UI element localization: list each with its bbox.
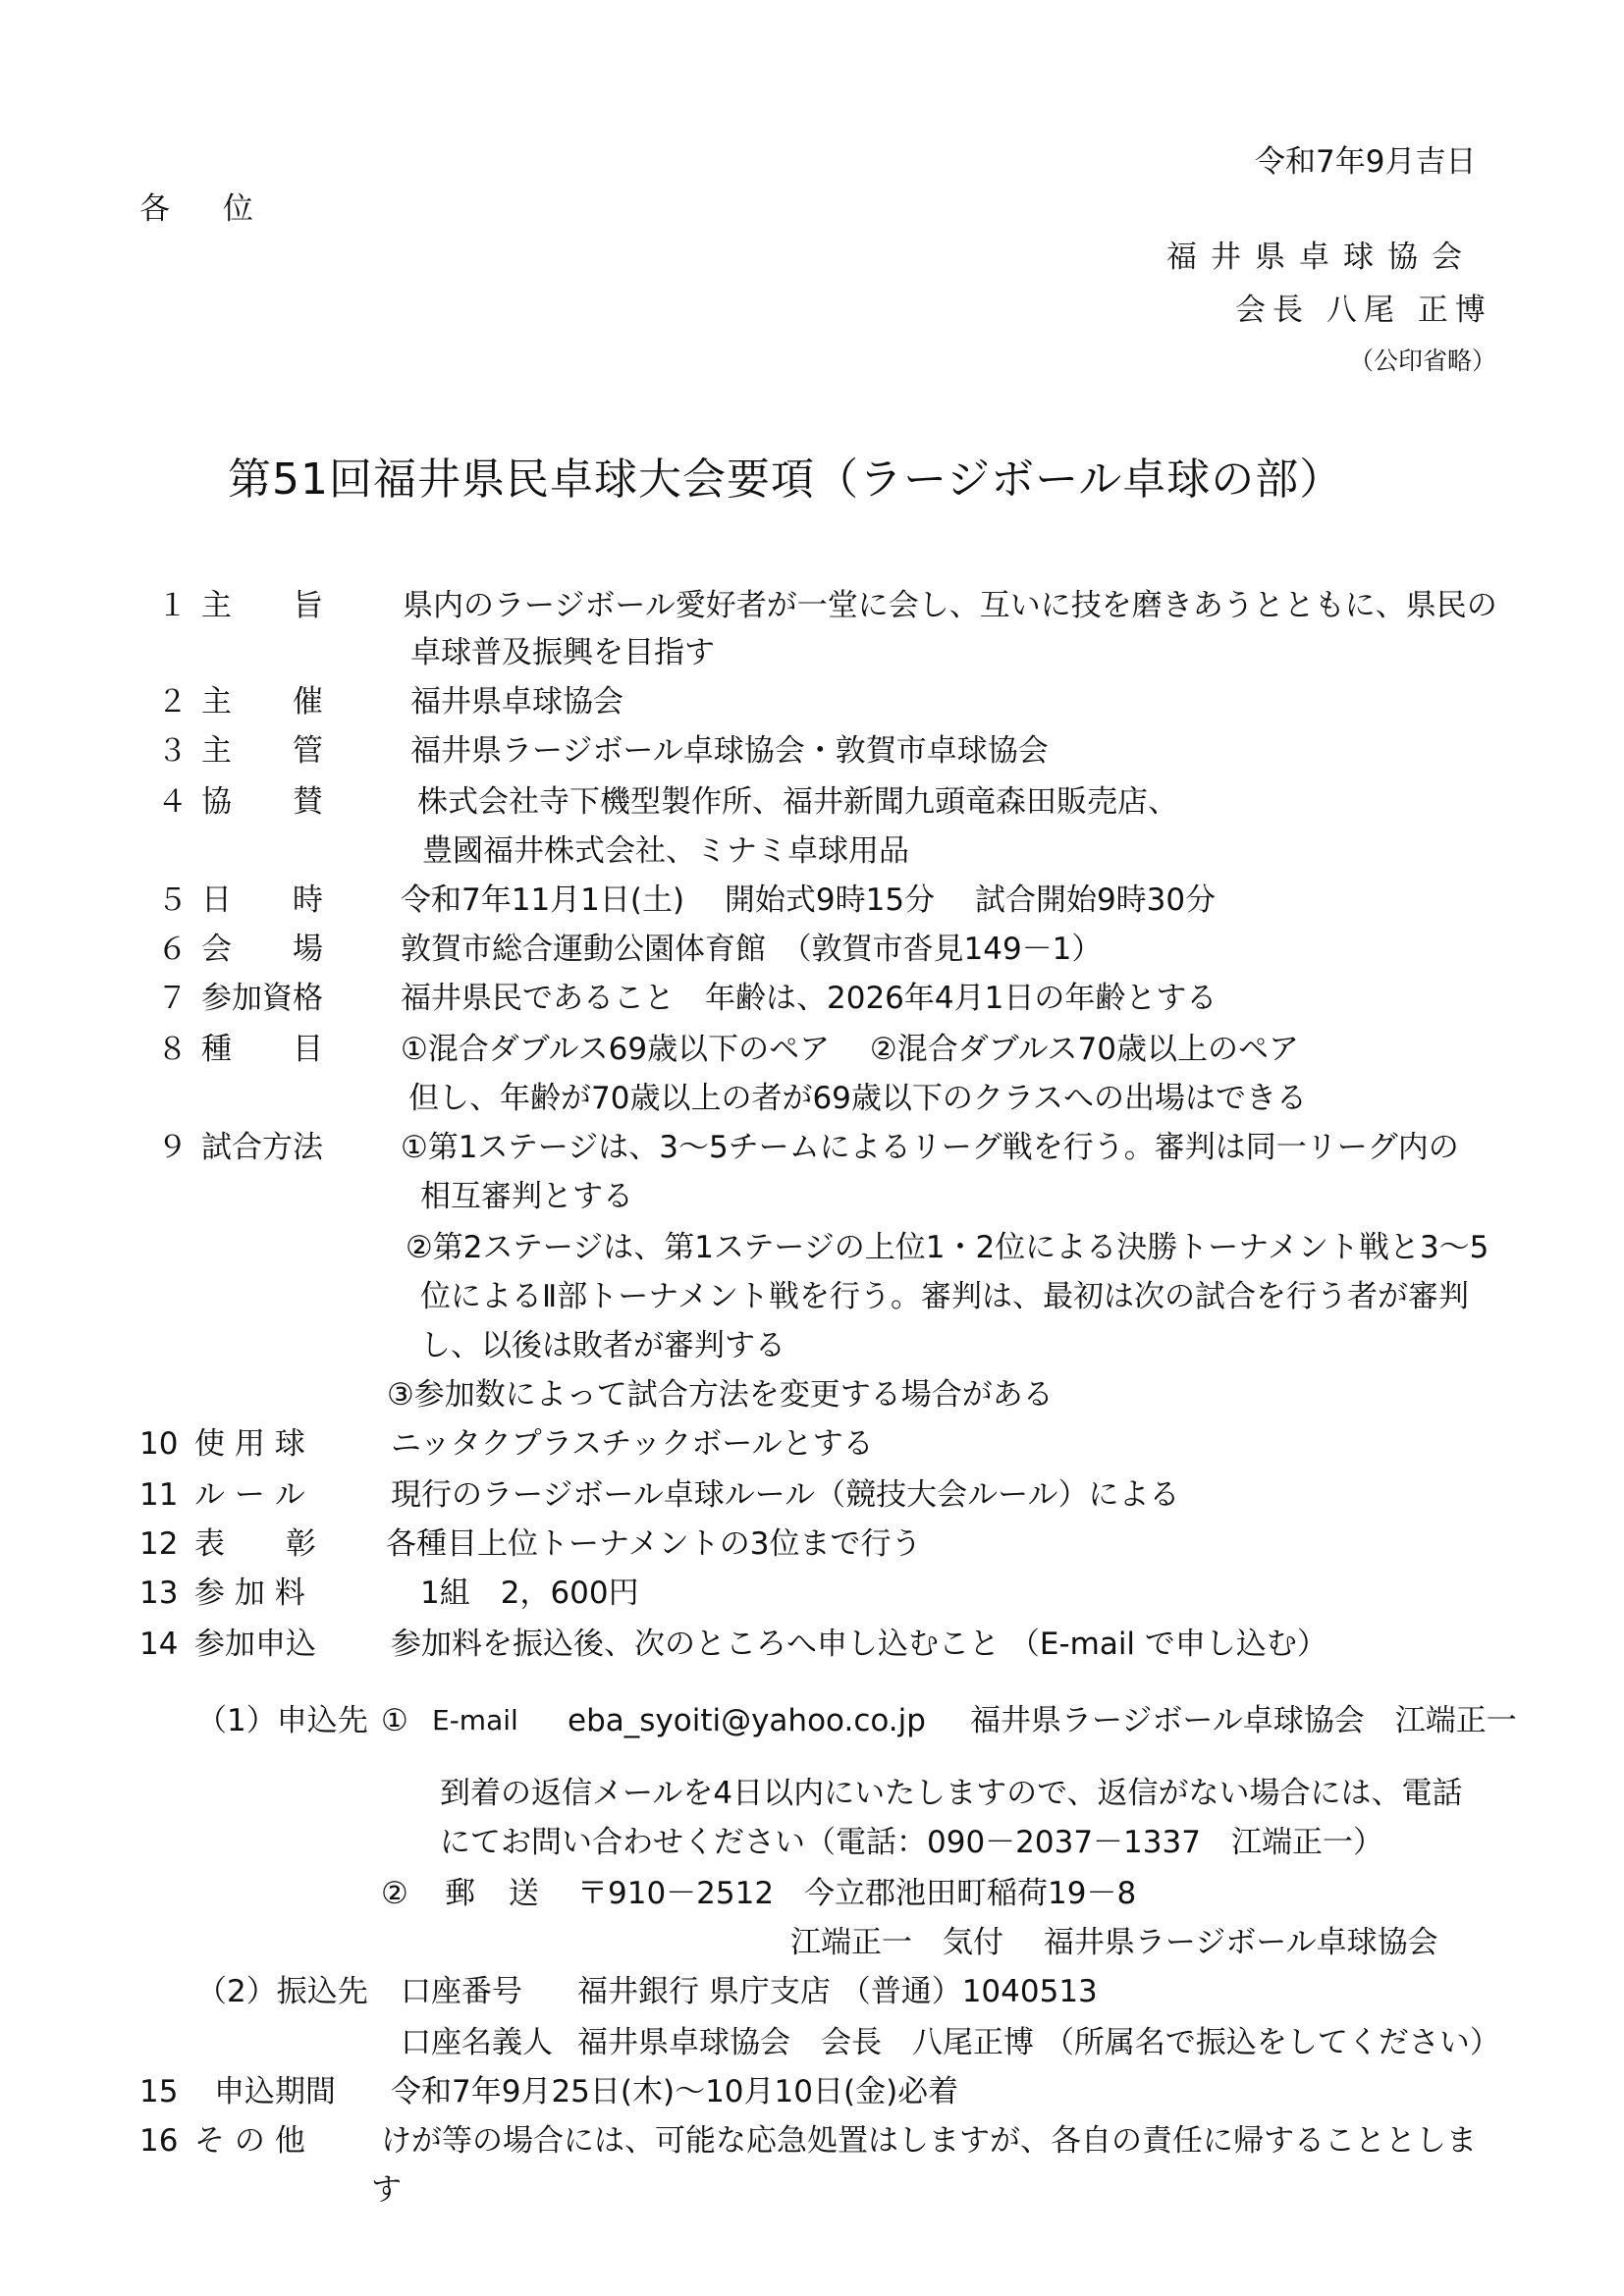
item-text: 福井県民であること 年齢は、2026年4月1日の年齢とする — [401, 981, 1218, 1016]
item-number: ５ — [157, 882, 188, 918]
item-label: 試合方法 — [201, 1130, 323, 1165]
item-label: 申込期間 — [214, 2074, 336, 2109]
item-text: ②第2ステージは、第1ステージの上位1・2位による決勝トーナメント戦と3～5 — [406, 1230, 1489, 1265]
item-label: ル ー ル — [194, 1477, 305, 1513]
item-text: ①混合ダブルス69歳以下のペア ②混合ダブルス70歳以上のペア — [401, 1032, 1299, 1067]
mail-care-of: 江端正一 気付 福井県ラージボール卓球協会 — [790, 1925, 1438, 1960]
item-text: ①第1ステージは、3～5チームによるリーグ戦を行う。審判は同一リーグ内の — [401, 1130, 1459, 1165]
item-text: 福井県卓球協会 — [410, 684, 623, 720]
account-holder: 福井県卓球協会 会長 八尾正博 （所属名で振込をしてください） — [577, 2025, 1500, 2060]
item-label: そ の 他 — [194, 2123, 305, 2159]
mail-label: 郵 送 — [445, 1876, 551, 1911]
item-text: けが等の場合には、可能な応急処置はしますが、各自の責任に帰することとしま — [381, 2123, 1477, 2159]
item-number: 16 — [139, 2123, 179, 2159]
item-label: 参加申込 — [194, 1627, 316, 1662]
account-number-label: 口座番号 — [401, 1974, 522, 2009]
item-text: 福井県ラージボール卓球協会・敦賀市卓球協会 — [410, 733, 1049, 769]
item-label: 主 管 — [201, 733, 323, 769]
item-text: 但し、年齢が70歳以上の者が69歳以下のクラスへの出場はできる — [408, 1081, 1307, 1116]
document-title: 第51回福井県民卓球大会要項（ラージボール卓球の部） — [228, 454, 1344, 505]
item-number: 13 — [139, 1575, 179, 1611]
item-number: ３ — [157, 733, 188, 769]
email-label: E-mail — [432, 1704, 518, 1736]
item-number: ９ — [157, 1130, 188, 1165]
president-name: 会長 八尾 正博 — [1235, 293, 1492, 328]
reply-note: 到着の返信メールを4日以内にいたしますので、返信がない場合には、電話 — [440, 1776, 1463, 1811]
item-number: 10 — [139, 1426, 179, 1462]
account-holder-label: 口座名義人 — [401, 2025, 553, 2060]
method-number: ② — [381, 1876, 408, 1911]
item-number: 15 — [139, 2074, 179, 2109]
item-text: 相互審判とする — [420, 1179, 633, 1214]
item-text: 位によるⅡ部トーナメント戦を行う。審判は、最初は次の試合を行う者が審判 — [420, 1279, 1470, 1314]
item-number: 11 — [139, 1477, 179, 1513]
item-label: 日 時 — [201, 882, 323, 918]
transfer-destination-label: （2）振込先 — [196, 1974, 368, 2009]
item-text: 参加料を振込後、次のところへ申し込むこと （E-mail で申し込む） — [391, 1627, 1327, 1662]
email-address[interactable]: eba_syoiti@yahoo.co.jp — [568, 1703, 926, 1738]
item-label: 協 賛 — [201, 784, 323, 820]
mail-address: 〒910－2512 今立郡池田町稲荷19－8 — [577, 1876, 1137, 1911]
item-label: 主 旨 — [201, 588, 323, 623]
item-text: ニッタクプラスチックボールとする — [391, 1426, 874, 1462]
item-text: 令和7年9月25日(木)～10月10日(金)必着 — [391, 2074, 959, 2109]
bank-account: 福井銀行 県庁支店 （普通）1040513 — [577, 1974, 1098, 2009]
item-number: ６ — [157, 932, 188, 967]
item-text: 敦賀市総合運動公園体育館 （敦賀市沓見149－1） — [401, 932, 1103, 967]
item-text: 卓球普及振興を目指す — [410, 635, 715, 670]
item-text: す — [371, 2172, 402, 2208]
item-number: ４ — [157, 784, 188, 820]
method-number: ① — [381, 1703, 408, 1738]
item-text: 株式会社寺下機型製作所、福井新聞九頭竜森田販売店、 — [417, 784, 1178, 820]
item-label: 会 場 — [201, 932, 323, 967]
addressee: 各 位 — [139, 191, 275, 227]
seal-omitted-note: （公印省略） — [1349, 347, 1497, 375]
item-text: 令和7年11月1日(土) 開始式9時15分 試合開始9時30分 — [401, 882, 1217, 918]
item-text: し、以後は敗者が審判する — [420, 1328, 785, 1363]
item-text: 豊國福井株式会社、ミナミ卓球用品 — [422, 833, 909, 869]
item-text: ③参加数によって試合方法を変更する場合がある — [387, 1377, 1054, 1413]
item-label: 主 催 — [201, 684, 323, 720]
item-number: 14 — [139, 1627, 179, 1662]
item-number: 12 — [139, 1526, 179, 1562]
item-label: 参 加 料 — [194, 1575, 305, 1611]
item-number: ７ — [157, 981, 188, 1016]
item-text: 各種目上位トーナメントの3位まで行う — [386, 1526, 922, 1562]
email-recipient: 福井県ラージボール卓球協会 江端正一 — [970, 1703, 1517, 1738]
item-number: ２ — [157, 684, 188, 720]
item-text: 1組 2，600円 — [420, 1575, 639, 1611]
item-number: ８ — [157, 1032, 188, 1067]
issue-date: 令和7年9月吉日 — [1255, 144, 1477, 180]
reply-note: にてお問い合わせください（電話：090－2037－1337 江端正一） — [440, 1825, 1383, 1860]
item-text: 現行のラージボール卓球ルール（競技大会ルール）による — [391, 1477, 1180, 1513]
organization-name: 福井県卓球協会 — [1166, 240, 1476, 275]
item-text: 県内のラージボール愛好者が一堂に会し、互いに技を磨きあうとともに、県民の — [403, 588, 1497, 623]
item-label: 表 彰 — [194, 1526, 316, 1562]
application-destination-label: （1）申込先 — [196, 1703, 368, 1738]
item-label: 使 用 球 — [194, 1426, 305, 1462]
item-number: １ — [157, 588, 188, 623]
item-label: 種 目 — [201, 1032, 323, 1067]
item-label: 参加資格 — [201, 981, 323, 1016]
